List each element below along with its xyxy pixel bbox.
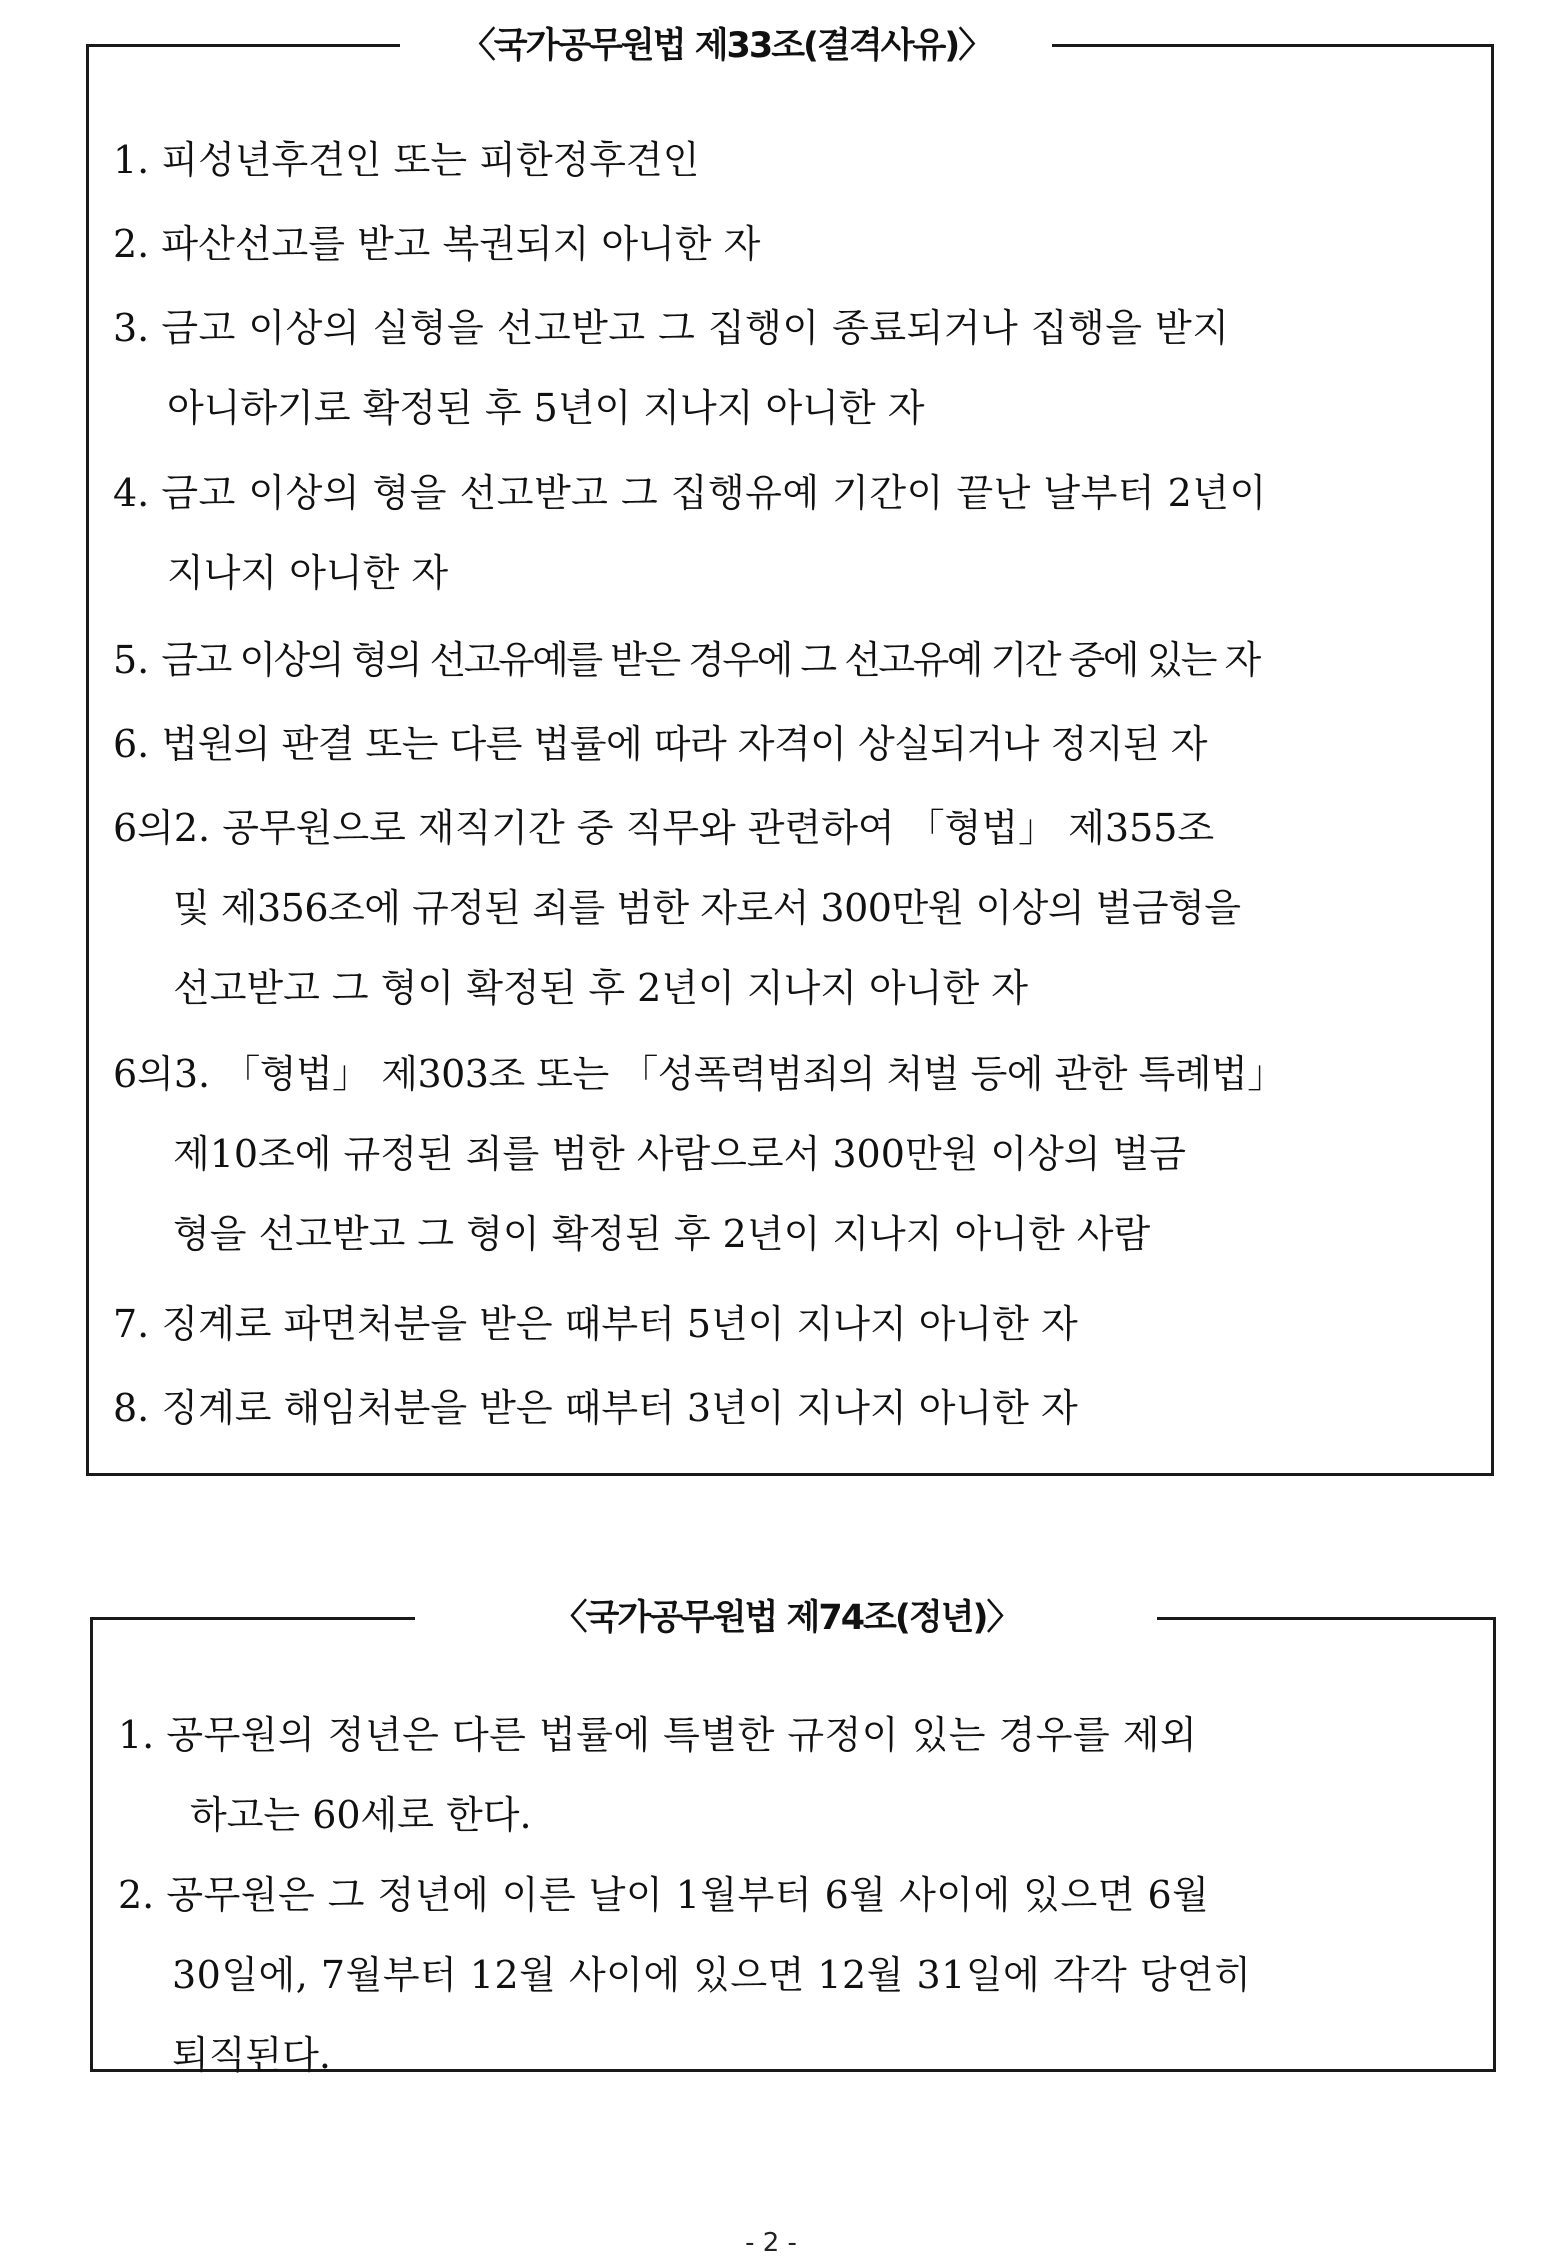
item-text: 피성년후견인 또는 피한정후견인 xyxy=(161,138,700,182)
list-item xyxy=(118,1695,1197,1855)
item-text: 징계로 파면처분을 받은 때부터 5년이 지나지 아니한 자 xyxy=(161,1302,1078,1346)
item-number: 7. xyxy=(113,1302,150,1346)
item-text: 하고는 60세로 한다. xyxy=(190,1793,532,1837)
item-text: 공무원으로 재직기간 중 직무와 관련하여 「형법」 제355조 xyxy=(222,806,1215,850)
item-number: 1. xyxy=(118,1713,155,1757)
list-item xyxy=(113,1284,1078,1364)
list-item xyxy=(113,1368,1078,1448)
item-text: 법원의 판결 또는 다른 법률에 따라 자격이 상실되거나 정지된 자 xyxy=(161,722,1207,766)
item-number: 3. xyxy=(113,306,150,350)
item-text: 선고받고 그 형이 확정된 후 2년이 지나지 아니한 자 xyxy=(173,966,1028,1010)
item-text: 금고 이상의 실형을 선고받고 그 집행이 종료되거나 집행을 받지 xyxy=(161,306,1230,350)
item-text: 공무원은 그 정년에 이른 날이 1월부터 6월 사이에 있으면 6월 xyxy=(166,1873,1210,1917)
item-text: 제10조에 규정된 죄를 범한 사람으로서 300만원 이상의 벌금 xyxy=(173,1132,1187,1176)
item-number: 2. xyxy=(118,1873,155,1917)
list-item xyxy=(113,1034,1285,1274)
item-number: 2. xyxy=(113,222,150,266)
item-text: 지나지 아니한 자 xyxy=(167,551,449,595)
item-number: 1. xyxy=(113,138,150,182)
item-number: 6의2. xyxy=(113,806,211,850)
item-text: 30일에, 7월부터 12월 사이에 있으면 12월 31일에 각각 당연히 xyxy=(172,1953,1252,1997)
item-text: 금고 이상의 형을 선고받고 그 집행유예 기간이 끝난 날부터 2년이 xyxy=(161,471,1267,515)
item-text: 및 제356조에 규정된 죄를 범한 자로서 300만원 이상의 벌금형을 xyxy=(173,886,1241,930)
item-text: 퇴직된다. xyxy=(172,2033,331,2077)
list-item xyxy=(113,788,1240,1028)
page-number: - 2 - xyxy=(745,2228,797,2258)
list-item xyxy=(113,120,699,200)
item-number: 4. xyxy=(113,471,150,515)
list-item xyxy=(113,704,1207,784)
item-text: 아니하기로 확정된 후 5년이 지나지 아니한 자 xyxy=(167,386,925,430)
list-item xyxy=(113,620,1259,700)
item-number: 5. xyxy=(113,638,150,682)
item-number: 8. xyxy=(113,1386,150,1430)
item-text: 공무원의 정년은 다른 법률에 특별한 규정이 있는 경우를 제외 xyxy=(166,1713,1198,1757)
list-item xyxy=(118,1855,1251,2095)
article-33-title: 〈국가공무원법 제33조(결격사유)〉 xyxy=(400,21,1052,71)
item-text: 「형법」 제303조 또는 「성폭력범죄의 처벌 등에 관한 특례법」 xyxy=(222,1052,1285,1096)
item-number: 6. xyxy=(113,722,150,766)
item-text: 형을 선고받고 그 형이 확정된 후 2년이 지나지 아니한 사람 xyxy=(173,1212,1151,1256)
article-74-title: 〈국가공무원법 제74조(정년)〉 xyxy=(415,1593,1157,1643)
item-text: 금고 이상의 형의 선고유예를 받은 경우에 그 선고유예 기간 중에 있는 자 xyxy=(161,638,1259,682)
list-item xyxy=(113,453,1267,613)
list-item xyxy=(113,288,1229,448)
item-number: 6의3. xyxy=(113,1052,211,1096)
list-item xyxy=(113,204,760,284)
item-text: 파산선고를 받고 복권되지 아니한 자 xyxy=(161,222,761,266)
item-text: 징계로 해임처분을 받은 때부터 3년이 지나지 아니한 자 xyxy=(161,1386,1078,1430)
